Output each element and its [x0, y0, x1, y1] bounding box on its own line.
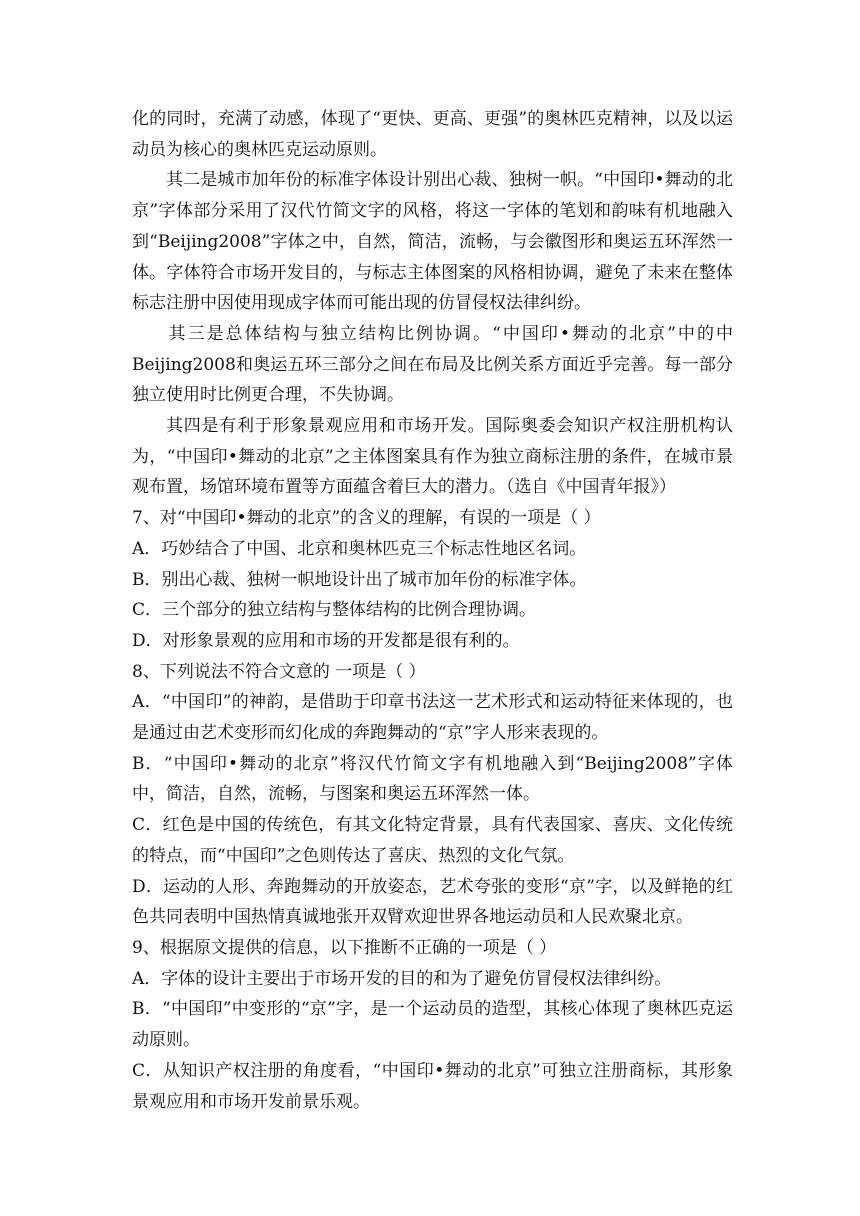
question-8-option-c: C．红色是中国的传统色，有其文化特定背景，具有代表国家、喜庆、文化传统的特点，而“中国印”之色则传达了喜庆、热烈的文化气氛。	[132, 815, 733, 866]
question-9-option-a: A．字体的设计主要出于市场开发的目的和为了避免仿冒侵权法律纠纷。	[132, 968, 672, 989]
question-7-option-d: D．对形象景观的应用和市场的开发都是很有利的。	[132, 630, 520, 651]
paragraph-2: 其二是城市加年份的标准字体设计别出心裁、独树一帜。“中国印•舞动的北京”字体部分采用了汉代竹简文字的风格，将这一字体的笔划和韵味有机地融入到“Beijing2008”字体之中，自然，简洁，流畅，与会徽图形和奥运五环浑然一体。字体符合市场开发目的，与标志主体图案的风格相协调，避免了未来在整体标志注册中因使用现成字体而可能出现的仿冒侵权法律纠纷。	[132, 170, 733, 314]
question-7-option-a: A．巧妙结合了中国、北京和奥林匹克三个标志性地区名词。	[132, 538, 587, 559]
document-body	[132, 104, 733, 1117]
question-8-option-d: D．运动的人形、奔跑舞动的开放姿态，艺术夸张的变形“京”字，以及鲜艳的红色共同表明中国热情真诚地张开双臂欢迎世界各地运动员和人民欢聚北京。	[132, 876, 733, 928]
paragraph-3: 其三是总体结构与独立结构比例协调。“中国印•舞动的北京”中的中Beijing2008和奥运五环三部分之间在布局及比例关系方面近乎完善。每一部分独立使用时比例更合理，不失协调。	[132, 323, 733, 406]
question-9-option-c: C．从知识产权注册的角度看，“中国印•舞动的北京”可独立注册商标，其形象景观应用和市场开发前景乐观。	[132, 1060, 733, 1112]
question-8-option-b: B．“中国印•舞动的北京”将汉代竹简文字有机地融入到“Beijing2008”字体中，简洁，自然，流畅，与图案和奥运五环浑然一体。	[132, 753, 733, 805]
question-8-option-a: A．“中国印”的神韵，是借助于印章书法这一艺术形式和运动特征来体现的，也是通过由艺术变形而幻化成的奔跑舞动的“京”字人形来表现的。	[132, 692, 733, 744]
question-9-option-b: B．“中国印”中变形的“京”字，是一个运动员的造型，其核心体现了奥林匹克运动原则。	[132, 999, 733, 1051]
question-7-option-b: B．别出心裁、独树一帜地设计出了城市加年份的标准字体。	[132, 569, 587, 590]
question-8-stem: 8、下列说法不符合文意的 一项是（ ）	[132, 661, 426, 682]
question-7-option-c: C．三个部分的独立结构与整体结构的比例合理协调。	[132, 600, 537, 621]
question-7-stem: 7、对“中国印•舞动的北京”的含义的理解，有误的一项是（ ）	[132, 508, 601, 529]
paragraph-1: 化的同时，充满了动感，体现了“更快、更高、更强”的奥林匹克精神，以及以运动员为核心的奥林匹克运动原则。	[132, 109, 733, 160]
paragraph-4: 其四是有利于形象景观应用和市场开发。国际奥委会知识产权注册机构认为，“中国印•舞动的北京”之主体图案具有作为独立商标注册的条件，在城市景观布置，场馆环境布置等方面蕴含着巨大的潜力。（选自《中国青年报》）	[132, 416, 733, 498]
question-9-stem: 9、根据原文提供的信息，以下推断不正确的一项是（ ）	[132, 937, 557, 958]
